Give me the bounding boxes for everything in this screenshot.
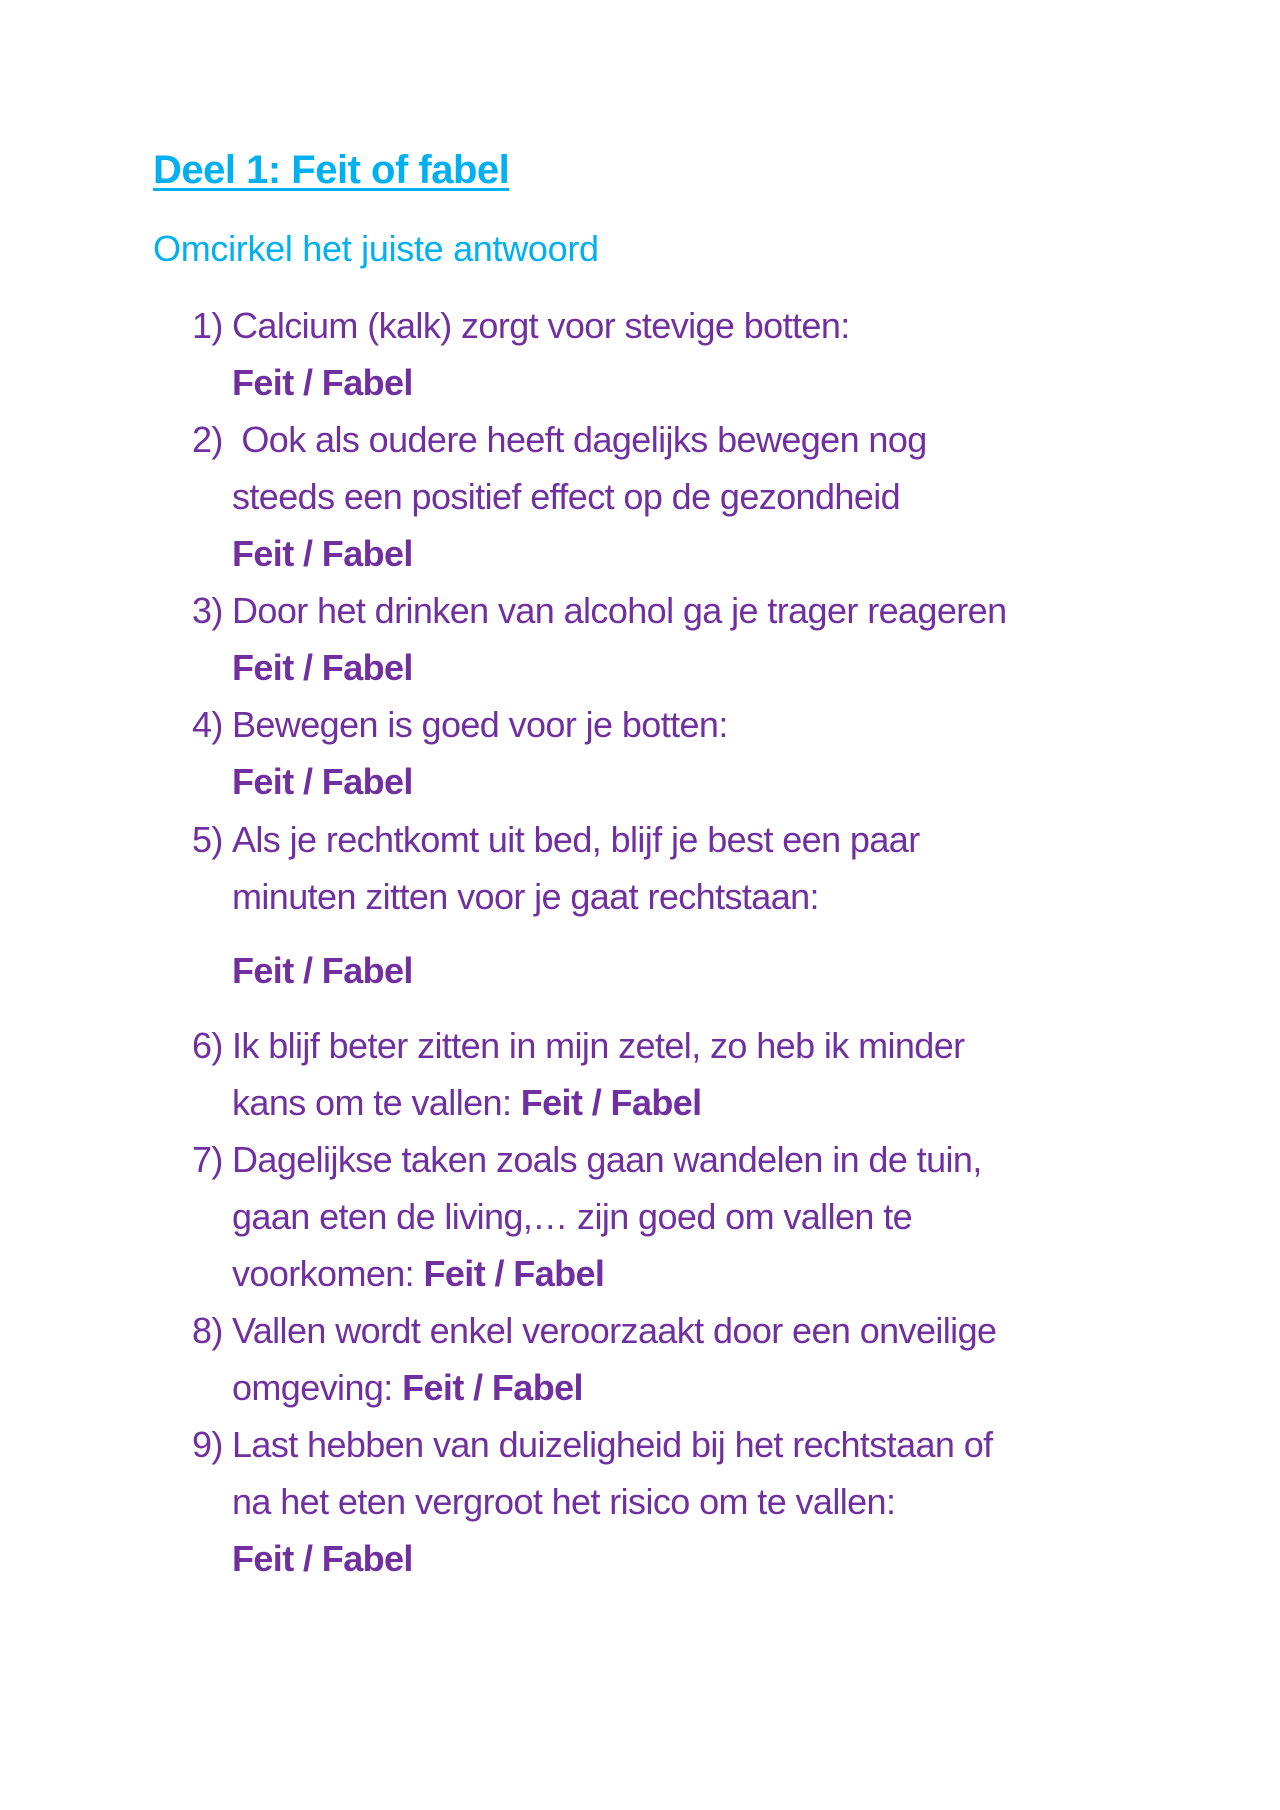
question-number: 4) bbox=[192, 704, 223, 745]
question-text: Calcium (kalk) zorgt voor stevige botten: bbox=[232, 305, 850, 346]
question-number: 8) bbox=[192, 1310, 223, 1351]
question-number: 2) bbox=[192, 419, 223, 460]
answer-options[interactable]: Feit / Fabel bbox=[232, 761, 413, 802]
question-text: omgeving: bbox=[232, 1367, 403, 1408]
question-number: 9) bbox=[192, 1424, 223, 1465]
question-text: Last hebben van duizeligheid bij het rechtstaan of bbox=[232, 1424, 993, 1465]
question-text: gaan eten de living,… zijn goed om vallen te bbox=[232, 1196, 913, 1237]
question-text: na het eten vergroot het risico om te vallen: bbox=[232, 1481, 896, 1522]
question-text-with-answer bbox=[232, 1366, 583, 1410]
answer-options[interactable]: Feit / Fabel bbox=[232, 362, 413, 403]
instruction-text: Omcirkel het juiste antwoord bbox=[153, 228, 599, 269]
question-text-with-answer bbox=[232, 1081, 702, 1125]
question-text: Door het drinken van alcohol ga je trager reageren bbox=[232, 590, 1007, 631]
question-text: Ik blijf beter zitten in mijn zetel, zo heb ik minder bbox=[232, 1025, 965, 1066]
question-number: 3) bbox=[192, 590, 223, 631]
section-title: Deel 1: Feit of fabel bbox=[153, 148, 510, 192]
answer-options[interactable]: Feit / Fabel bbox=[423, 1253, 605, 1294]
question-text: kans om te vallen: bbox=[232, 1082, 521, 1123]
question-text: Vallen wordt enkel veroorzaakt door een onveilige bbox=[232, 1310, 997, 1351]
answer-options[interactable]: Feit / Fabel bbox=[232, 647, 413, 688]
question-text: Ook als oudere heeft dagelijks bewegen nog bbox=[232, 419, 927, 460]
question-text: Als je rechtkomt uit bed, blijf je best een paar bbox=[232, 819, 920, 860]
question-text: steeds een positief effect op de gezondheid bbox=[232, 476, 901, 517]
answer-options[interactable]: Feit / Fabel bbox=[402, 1367, 583, 1408]
question-text-with-answer bbox=[232, 1252, 604, 1296]
answer-options[interactable]: Feit / Fabel bbox=[520, 1082, 702, 1123]
answer-options[interactable]: Feit / Fabel bbox=[232, 1538, 413, 1579]
question-number: 1) bbox=[192, 305, 223, 346]
answer-options[interactable]: Feit / Fabel bbox=[232, 533, 413, 574]
question-text: minuten zitten voor je gaat rechtstaan: bbox=[232, 876, 819, 917]
question-text: voorkomen: bbox=[232, 1253, 424, 1294]
question-number: 5) bbox=[192, 819, 223, 860]
answer-options[interactable]: Feit / Fabel bbox=[232, 950, 413, 991]
question-number: 6) bbox=[192, 1025, 223, 1066]
question-text: Dagelijkse taken zoals gaan wandelen in de tuin, bbox=[232, 1139, 982, 1180]
question-text: Bewegen is goed voor je botten: bbox=[232, 704, 728, 745]
question-number: 7) bbox=[192, 1139, 223, 1180]
